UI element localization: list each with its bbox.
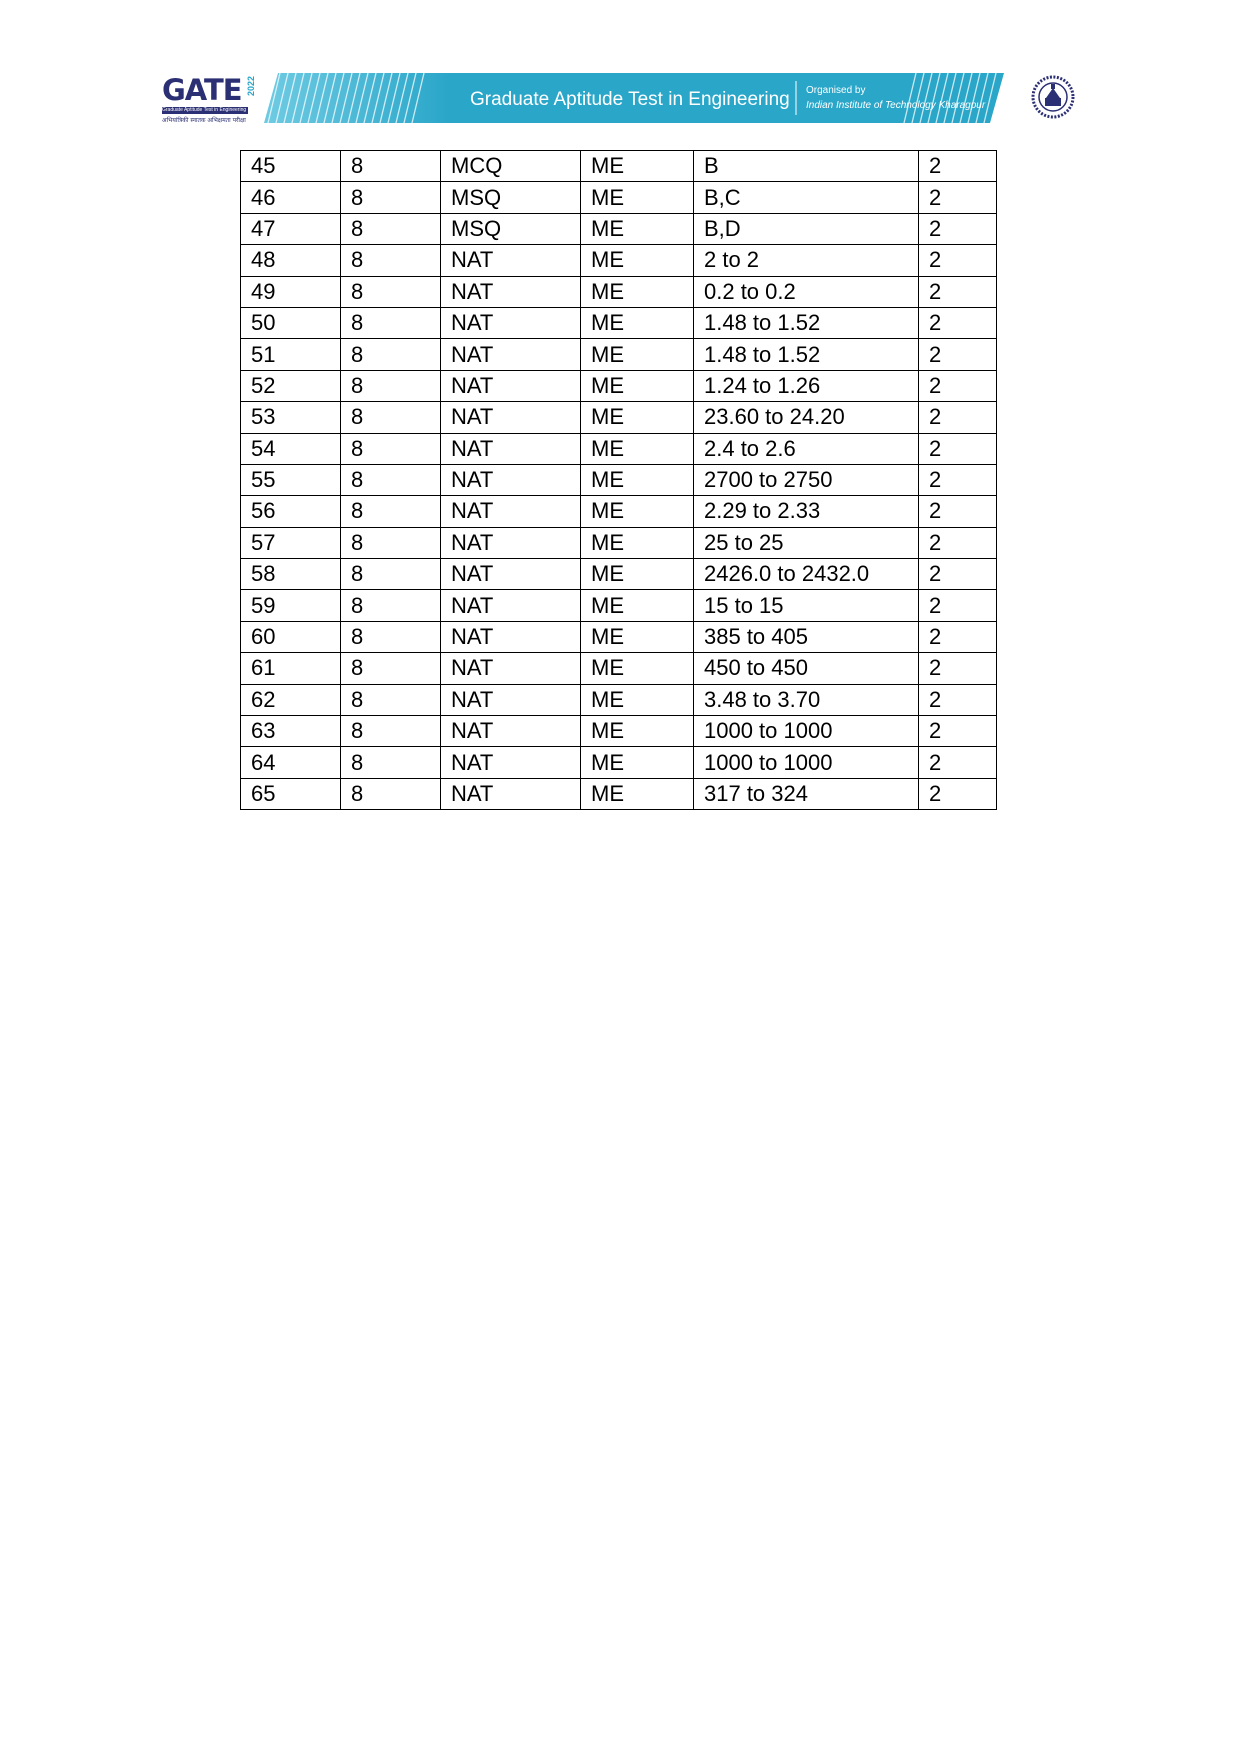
marks-cell: 2 bbox=[919, 182, 997, 213]
section-cell: ME bbox=[581, 370, 694, 401]
question-number-cell: 54 bbox=[241, 433, 341, 464]
table-row bbox=[241, 590, 997, 621]
table-row bbox=[241, 213, 997, 244]
session-cell: 8 bbox=[341, 402, 441, 433]
answer-key-cell: 1.48 to 1.52 bbox=[694, 307, 919, 338]
section-cell: ME bbox=[581, 213, 694, 244]
question-number-cell: 45 bbox=[241, 151, 341, 182]
table-row bbox=[241, 496, 997, 527]
marks-cell: 2 bbox=[919, 527, 997, 558]
question-type-cell: NAT bbox=[441, 496, 581, 527]
marks-cell: 2 bbox=[919, 559, 997, 590]
table-row bbox=[241, 182, 997, 213]
session-cell: 8 bbox=[341, 433, 441, 464]
session-cell: 8 bbox=[341, 339, 441, 370]
question-type-cell: MSQ bbox=[441, 213, 581, 244]
answer-key-cell: 2426.0 to 2432.0 bbox=[694, 559, 919, 590]
question-type-cell: NAT bbox=[441, 716, 581, 747]
question-type-cell: NAT bbox=[441, 684, 581, 715]
section-cell: ME bbox=[581, 559, 694, 590]
section-cell: ME bbox=[581, 527, 694, 558]
marks-cell: 2 bbox=[919, 590, 997, 621]
marks-cell: 2 bbox=[919, 496, 997, 527]
answer-key-cell: 450 to 450 bbox=[694, 653, 919, 684]
answer-rows bbox=[241, 151, 997, 810]
answer-key-cell: 3.48 to 3.70 bbox=[694, 684, 919, 715]
question-type-cell: NAT bbox=[441, 590, 581, 621]
answer-key-cell: 0.2 to 0.2 bbox=[694, 276, 919, 307]
answer-key-cell: 2 to 2 bbox=[694, 245, 919, 276]
section-cell: ME bbox=[581, 716, 694, 747]
question-type-cell: MSQ bbox=[441, 182, 581, 213]
marks-cell: 2 bbox=[919, 464, 997, 495]
session-cell: 8 bbox=[341, 590, 441, 621]
session-cell: 8 bbox=[341, 151, 441, 182]
logo-text: GATE bbox=[162, 73, 242, 107]
question-number-cell: 61 bbox=[241, 653, 341, 684]
question-type-cell: NAT bbox=[441, 653, 581, 684]
answer-key-cell: 2.29 to 2.33 bbox=[694, 496, 919, 527]
answer-key-cell: 2.4 to 2.6 bbox=[694, 433, 919, 464]
session-cell: 8 bbox=[341, 747, 441, 778]
question-type-cell: NAT bbox=[441, 747, 581, 778]
session-cell: 8 bbox=[341, 621, 441, 652]
question-number-cell: 63 bbox=[241, 716, 341, 747]
marks-cell: 2 bbox=[919, 276, 997, 307]
session-cell: 8 bbox=[341, 307, 441, 338]
marks-cell: 2 bbox=[919, 339, 997, 370]
table-row bbox=[241, 716, 997, 747]
table-row bbox=[241, 747, 997, 778]
marks-cell: 2 bbox=[919, 653, 997, 684]
session-cell: 8 bbox=[341, 716, 441, 747]
header-banner bbox=[264, 73, 1004, 123]
answer-key-cell: B,D bbox=[694, 213, 919, 244]
marks-cell: 2 bbox=[919, 307, 997, 338]
table-row bbox=[241, 684, 997, 715]
session-cell: 8 bbox=[341, 559, 441, 590]
question-number-cell: 56 bbox=[241, 496, 341, 527]
table-row bbox=[241, 370, 997, 401]
section-cell: ME bbox=[581, 276, 694, 307]
table-row bbox=[241, 621, 997, 652]
marks-cell: 2 bbox=[919, 151, 997, 182]
marks-cell: 2 bbox=[919, 433, 997, 464]
marks-cell: 2 bbox=[919, 245, 997, 276]
logo-subtitle: Graduate Aptitude Test in Engineering bbox=[162, 107, 247, 113]
table-row bbox=[241, 151, 997, 182]
session-cell: 8 bbox=[341, 276, 441, 307]
section-cell: ME bbox=[581, 245, 694, 276]
section-cell: ME bbox=[581, 307, 694, 338]
question-number-cell: 55 bbox=[241, 464, 341, 495]
marks-cell: 2 bbox=[919, 778, 997, 809]
gate-logo bbox=[162, 73, 256, 126]
answer-key-table bbox=[240, 150, 997, 810]
section-cell: ME bbox=[581, 464, 694, 495]
iit-kharagpur-emblem-icon bbox=[1030, 74, 1076, 120]
question-type-cell: NAT bbox=[441, 402, 581, 433]
gate-header bbox=[160, 70, 1090, 130]
table-row bbox=[241, 653, 997, 684]
marks-cell: 2 bbox=[919, 747, 997, 778]
section-cell: ME bbox=[581, 621, 694, 652]
question-type-cell: NAT bbox=[441, 307, 581, 338]
session-cell: 8 bbox=[341, 245, 441, 276]
section-cell: ME bbox=[581, 684, 694, 715]
answer-key-cell: 15 to 15 bbox=[694, 590, 919, 621]
session-cell: 8 bbox=[341, 778, 441, 809]
table-row bbox=[241, 527, 997, 558]
answer-key-cell: 1.24 to 1.26 bbox=[694, 370, 919, 401]
section-cell: ME bbox=[581, 653, 694, 684]
question-number-cell: 48 bbox=[241, 245, 341, 276]
organised-by-label: Organised by bbox=[806, 85, 866, 96]
question-number-cell: 49 bbox=[241, 276, 341, 307]
session-cell: 8 bbox=[341, 527, 441, 558]
table-row bbox=[241, 307, 997, 338]
session-cell: 8 bbox=[341, 496, 441, 527]
session-cell: 8 bbox=[341, 464, 441, 495]
table-row bbox=[241, 433, 997, 464]
section-cell: ME bbox=[581, 747, 694, 778]
answer-key-cell: 1000 to 1000 bbox=[694, 747, 919, 778]
table-row bbox=[241, 276, 997, 307]
marks-cell: 2 bbox=[919, 716, 997, 747]
question-number-cell: 65 bbox=[241, 778, 341, 809]
banner-title: Graduate Aptitude Test in Engineering bbox=[470, 89, 790, 110]
answer-key-cell: B bbox=[694, 151, 919, 182]
answer-key-cell: 385 to 405 bbox=[694, 621, 919, 652]
question-type-cell: NAT bbox=[441, 276, 581, 307]
answer-key-cell: 25 to 25 bbox=[694, 527, 919, 558]
logo-hindi-tagline: अभियांत्रिकी स्नातक अभिक्षमता परीक्षा bbox=[162, 117, 246, 124]
question-type-cell: NAT bbox=[441, 245, 581, 276]
question-type-cell: NAT bbox=[441, 559, 581, 590]
session-cell: 8 bbox=[341, 182, 441, 213]
session-cell: 8 bbox=[341, 684, 441, 715]
table-row bbox=[241, 559, 997, 590]
marks-cell: 2 bbox=[919, 402, 997, 433]
question-type-cell: NAT bbox=[441, 370, 581, 401]
question-number-cell: 60 bbox=[241, 621, 341, 652]
question-type-cell: NAT bbox=[441, 433, 581, 464]
answer-key-cell: 317 to 324 bbox=[694, 778, 919, 809]
section-cell: ME bbox=[581, 339, 694, 370]
marks-cell: 2 bbox=[919, 621, 997, 652]
question-type-cell: NAT bbox=[441, 621, 581, 652]
question-number-cell: 53 bbox=[241, 402, 341, 433]
question-type-cell: NAT bbox=[441, 527, 581, 558]
section-cell: ME bbox=[581, 182, 694, 213]
question-number-cell: 59 bbox=[241, 590, 341, 621]
question-number-cell: 52 bbox=[241, 370, 341, 401]
section-cell: ME bbox=[581, 402, 694, 433]
logo-year: 2022 bbox=[246, 76, 256, 97]
section-cell: ME bbox=[581, 590, 694, 621]
question-type-cell: NAT bbox=[441, 339, 581, 370]
marks-cell: 2 bbox=[919, 370, 997, 401]
question-number-cell: 46 bbox=[241, 182, 341, 213]
table-row bbox=[241, 339, 997, 370]
section-cell: ME bbox=[581, 778, 694, 809]
question-type-cell: NAT bbox=[441, 464, 581, 495]
answer-key-cell: 23.60 to 24.20 bbox=[694, 402, 919, 433]
question-number-cell: 58 bbox=[241, 559, 341, 590]
section-cell: ME bbox=[581, 496, 694, 527]
question-number-cell: 62 bbox=[241, 684, 341, 715]
session-cell: 8 bbox=[341, 653, 441, 684]
answer-key-cell: 1000 to 1000 bbox=[694, 716, 919, 747]
organiser-name: Indian Institute of Technology Kharagpur bbox=[806, 100, 986, 111]
session-cell: 8 bbox=[341, 213, 441, 244]
question-number-cell: 47 bbox=[241, 213, 341, 244]
session-cell: 8 bbox=[341, 370, 441, 401]
answer-key-cell: B,C bbox=[694, 182, 919, 213]
question-number-cell: 64 bbox=[241, 747, 341, 778]
table-row bbox=[241, 245, 997, 276]
question-number-cell: 57 bbox=[241, 527, 341, 558]
section-cell: ME bbox=[581, 151, 694, 182]
answer-key-cell: 1.48 to 1.52 bbox=[694, 339, 919, 370]
table-row bbox=[241, 464, 997, 495]
table-row bbox=[241, 778, 997, 809]
question-type-cell: NAT bbox=[441, 778, 581, 809]
table-row bbox=[241, 402, 997, 433]
question-number-cell: 50 bbox=[241, 307, 341, 338]
section-cell: ME bbox=[581, 433, 694, 464]
answer-key-cell: 2700 to 2750 bbox=[694, 464, 919, 495]
marks-cell: 2 bbox=[919, 213, 997, 244]
question-type-cell: MCQ bbox=[441, 151, 581, 182]
question-number-cell: 51 bbox=[241, 339, 341, 370]
marks-cell: 2 bbox=[919, 684, 997, 715]
